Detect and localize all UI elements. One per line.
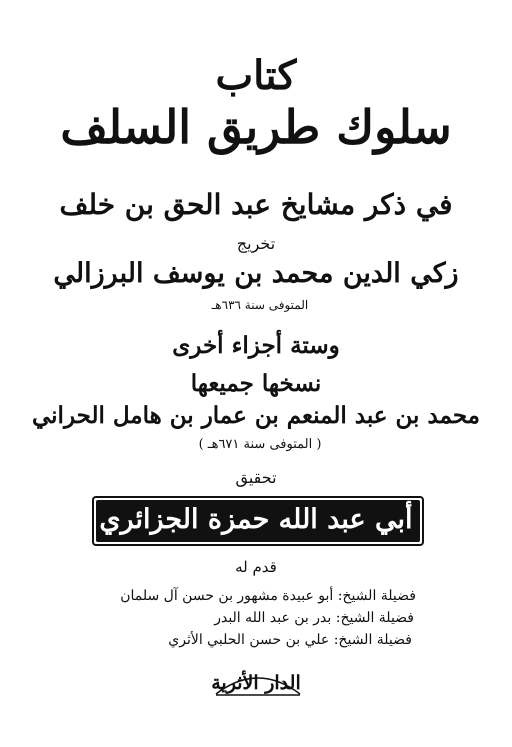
book-subtitle: في ذكر مشايخ عبد الحق بن خلف bbox=[59, 188, 453, 221]
copyist-name: محمد بن عبد المنعم بن عمار بن هامل الحراني bbox=[31, 402, 480, 429]
presenter-1: فضيلة الشيخ: أبو عبيدة مشهور بن حسن آل سلمان bbox=[120, 588, 416, 604]
author-name: زكي الدين محمد بن يوسف البرزالي bbox=[53, 258, 459, 289]
takhrij-label: تخريج bbox=[236, 234, 276, 253]
publisher-name: الدار الأثرية bbox=[211, 672, 301, 694]
kitab-heading: كتاب bbox=[215, 52, 297, 99]
book-title: سلوك طريق السلف bbox=[60, 100, 452, 154]
presented-by-label: قدم له bbox=[235, 558, 277, 576]
author-death-date: المتوفى سنة ٦٣٦هـ bbox=[211, 298, 309, 312]
presenter-3: فضيلة الشيخ: علي بن حسن الحلبي الأثري bbox=[168, 632, 412, 648]
copied-by-label: نسخها جميعها bbox=[190, 370, 322, 397]
editor-name: أبي عبد الله حمزة الجزائري bbox=[99, 504, 413, 535]
tahqiq-label: تحقيق bbox=[235, 468, 277, 487]
copyist-death-date: ( المتوفى سنة ٦٧١هـ ) bbox=[198, 437, 322, 452]
additional-parts: وستة أجزاء أخرى bbox=[172, 332, 340, 359]
presenter-2: فضيلة الشيخ: بدر بن عبد الله البدر bbox=[214, 610, 414, 626]
